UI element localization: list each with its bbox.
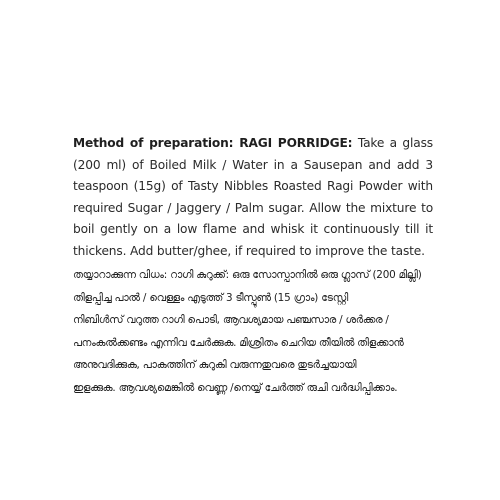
malayalam-line: തിളപ്പിച്ച പാൽ / വെള്ളം എടുത്ത് 3 ടീസ്പൂൺ (15 ഗ്രാം) ടേസ്റ്റി [73,291,349,304]
malayalam-instructions [73,264,433,399]
malayalam-line: പനംകൽക്കണ്ടം എന്നിവ ചേർക്കുക. മിശ്രിതം ചെറിയ തീയിൽ തിളക്കാൻ [73,336,404,349]
english-instructions [73,133,433,262]
english-body: Take a glass (200 ml) of Boiled Milk / Water in a Sausepan and add 3 teaspoon (15g) of Tasty Nibbles Roasted Ragi Powder with required Sugar / Jaggery / Palm sugar. Allow the mixture to boil gently on a low flame and whisk it continuously till it thickens. Add butter/ghee, if required to improve the taste. [73,136,433,258]
english-heading: Method of preparation: RAGI PORRIDGE: [73,136,353,150]
malayalam-line: നിബിൾസ് വറുത്ത റാഗി പൊടി, ആവശ്യമായ പഞ്ചസാര / ശർക്കര / [73,314,389,326]
malayalam-line: തയ്യാറാക്കുന്ന വിധം: റാഗി കുറുക്ക്: ഒരു സോസ്പാനിൽ ഒരു ഗ്ലാസ് (200 മില്ലി) [73,269,422,281]
malayalam-line: ഇളക്കുക. ആവശ്യമെങ്കിൽ വെണ്ണ /നെയ്യ് ചേർത്ത് രുചി വർദ്ധിപ്പിക്കാം. [73,381,398,394]
malayalam-line: അനുവദിക്കുക, പാകത്തിന് കുറുകി വരുന്നതുവരെ തുടർച്ചയായി [73,359,357,371]
